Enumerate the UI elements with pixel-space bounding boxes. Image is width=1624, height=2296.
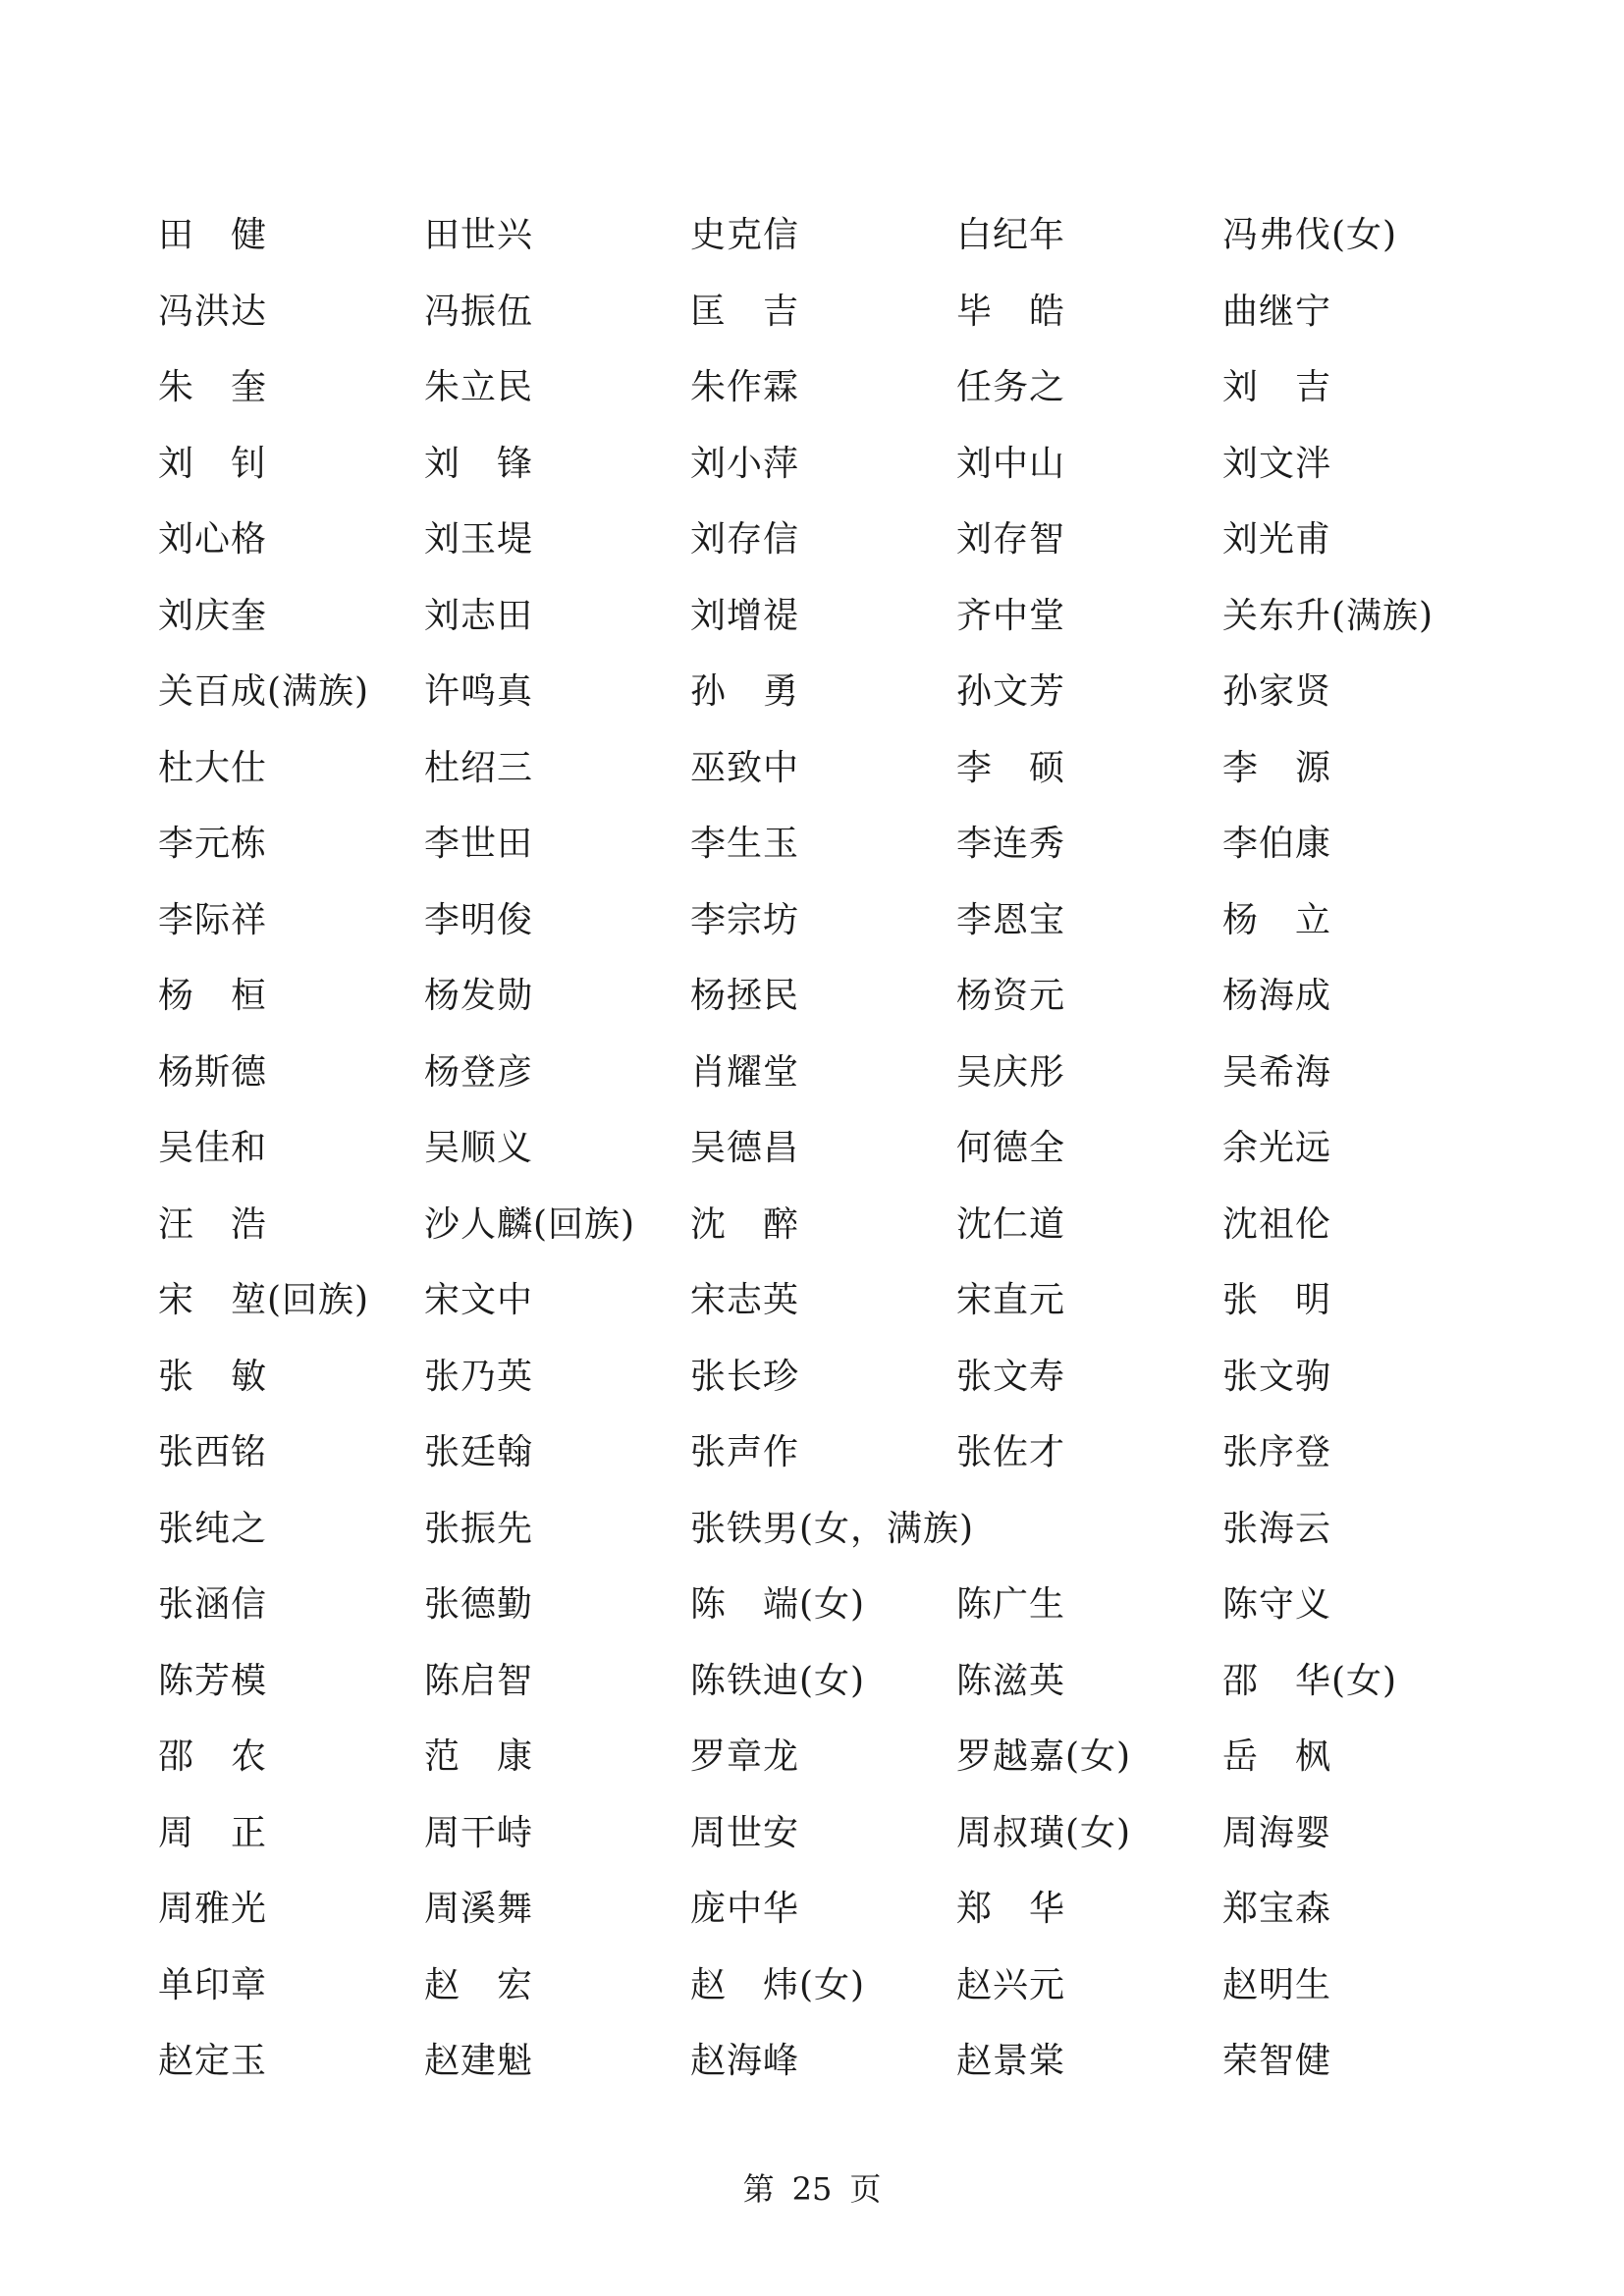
name-entry: 沙人麟(回族) — [424, 1203, 636, 1245]
name-entry: 张海云 — [1222, 1508, 1332, 1549]
name-row — [158, 1723, 1513, 1799]
page-suffix: 页 — [849, 2170, 882, 2208]
name-entry: 罗越嘉(女) — [956, 1736, 1132, 1777]
name-entry: 齐中堂 — [956, 595, 1066, 636]
name-entry: 曲继宁 — [1222, 291, 1332, 332]
name-entry: 朱作霖 — [690, 367, 800, 407]
name-entry: 周溪舞 — [424, 1889, 534, 1929]
name-entry: 郑 华 — [956, 1889, 1066, 1929]
name-entry: 赵建魁 — [424, 2041, 534, 2081]
name-entry: 张德勤 — [424, 1584, 534, 1625]
page-prefix: 第 — [742, 2170, 775, 2208]
name-entry: 冯洪达 — [158, 291, 268, 332]
name-entry: 张铁男(女，满族) — [690, 1508, 975, 1549]
name-entry: 刘小萍 — [690, 443, 800, 484]
name-entry: 余光远 — [1222, 1128, 1332, 1168]
name-entry: 李 硕 — [956, 747, 1066, 788]
name-entry: 沈 醉 — [690, 1203, 800, 1245]
name-entry: 田世兴 — [424, 215, 534, 255]
name-entry: 张振先 — [424, 1508, 534, 1549]
name-entry: 李生玉 — [690, 824, 800, 864]
name-entry: 沈仁道 — [956, 1203, 1066, 1245]
name-entry: 许鸣真 — [424, 671, 534, 712]
name-entry: 陈守义 — [1222, 1584, 1332, 1625]
name-row — [158, 201, 1513, 278]
name-entry: 刘 锋 — [424, 443, 534, 484]
name-entry: 毕 皓 — [956, 291, 1066, 332]
name-row — [158, 278, 1513, 354]
name-entry: 刘 吉 — [1222, 367, 1332, 407]
name-entry: 张佐才 — [956, 1432, 1066, 1472]
name-entry: 赵明生 — [1222, 1964, 1332, 2005]
name-entry: 杨拯民 — [690, 976, 800, 1016]
name-row — [158, 1418, 1513, 1495]
name-row — [158, 1951, 1513, 2028]
name-entry: 李宗坊 — [690, 899, 800, 940]
name-entry: 陈 端(女) — [690, 1584, 866, 1625]
name-entry: 李恩宝 — [956, 899, 1066, 940]
name-entry: 李际祥 — [158, 899, 268, 940]
name-entry: 关百成(满族) — [158, 671, 370, 712]
name-entry: 杨资元 — [956, 976, 1066, 1016]
name-entry: 杜绍三 — [424, 747, 534, 788]
name-entry: 孙文芳 — [956, 671, 1066, 712]
name-entry: 刘志田 — [424, 595, 534, 636]
name-entry: 单印章 — [158, 1964, 268, 2005]
name-row — [158, 2027, 1513, 2104]
name-entry: 赵海峰 — [690, 2041, 800, 2081]
name-list — [158, 201, 1513, 2104]
name-entry: 刘庆奎 — [158, 595, 268, 636]
name-entry: 杨发勋 — [424, 976, 534, 1016]
name-entry: 范 康 — [424, 1736, 534, 1777]
name-entry: 周干峙 — [424, 1812, 534, 1853]
name-entry: 陈铁迪(女) — [690, 1660, 866, 1701]
name-entry: 吴佳和 — [158, 1128, 268, 1168]
name-entry: 周世安 — [690, 1812, 800, 1853]
name-entry: 刘增禔 — [690, 595, 800, 636]
name-entry: 陈广生 — [956, 1584, 1066, 1625]
name-entry: 孙 勇 — [690, 671, 800, 712]
name-entry: 田 健 — [158, 215, 268, 255]
name-entry: 宋直元 — [956, 1280, 1066, 1320]
name-entry: 何德全 — [956, 1128, 1066, 1168]
name-entry: 吴顺义 — [424, 1128, 534, 1168]
name-entry: 白纪年 — [956, 215, 1066, 255]
name-entry: 刘心格 — [158, 519, 268, 560]
name-entry: 刘中山 — [956, 443, 1066, 484]
name-row — [158, 430, 1513, 507]
name-entry: 周 正 — [158, 1812, 268, 1853]
name-entry: 吴希海 — [1222, 1051, 1332, 1093]
name-entry: 杨 立 — [1222, 899, 1332, 940]
name-entry: 周海婴 — [1222, 1812, 1332, 1853]
name-row — [158, 1343, 1513, 1419]
name-row — [158, 1266, 1513, 1343]
name-entry: 郑宝森 — [1222, 1889, 1332, 1929]
page-number-footer — [0, 2164, 1624, 2214]
name-entry: 周雅光 — [158, 1889, 268, 1929]
name-entry: 沈祖伦 — [1222, 1203, 1332, 1245]
name-entry: 史克信 — [690, 215, 800, 255]
name-entry: 刘存智 — [956, 519, 1066, 560]
name-entry: 李明俊 — [424, 899, 534, 940]
name-entry: 冯弗伐(女) — [1222, 215, 1398, 255]
name-row — [158, 658, 1513, 734]
name-entry: 陈启智 — [424, 1660, 534, 1701]
name-entry: 肖耀堂 — [690, 1051, 800, 1093]
name-row — [158, 1647, 1513, 1724]
name-row — [158, 734, 1513, 811]
name-entry: 刘存信 — [690, 519, 800, 560]
name-entry: 李连秀 — [956, 824, 1066, 864]
name-entry: 李伯康 — [1222, 824, 1332, 864]
name-entry: 任务之 — [956, 367, 1066, 407]
name-row — [158, 1114, 1513, 1191]
name-entry: 宋 堃(回族) — [158, 1280, 370, 1320]
name-row — [158, 1571, 1513, 1647]
name-entry: 杨登彦 — [424, 1051, 534, 1093]
name-row — [158, 962, 1513, 1039]
name-entry: 赵定玉 — [158, 2041, 268, 2081]
name-entry: 刘光甫 — [1222, 519, 1332, 560]
name-row — [158, 506, 1513, 582]
name-entry: 朱立民 — [424, 367, 534, 407]
name-entry: 庞中华 — [690, 1889, 800, 1929]
name-entry: 陈芳模 — [158, 1660, 268, 1701]
name-row — [158, 886, 1513, 963]
name-entry: 张纯之 — [158, 1508, 268, 1549]
name-entry: 岳 枫 — [1222, 1736, 1332, 1777]
name-row — [158, 1799, 1513, 1876]
name-entry: 张 敏 — [158, 1356, 268, 1397]
name-entry: 杨斯德 — [158, 1051, 268, 1093]
name-entry: 刘 钊 — [158, 443, 268, 484]
name-entry: 刘文泮 — [1222, 443, 1332, 484]
name-entry: 张涵信 — [158, 1584, 268, 1625]
name-entry: 张声作 — [690, 1432, 800, 1472]
name-entry: 赵兴元 — [956, 1964, 1066, 2005]
name-entry: 吴庆彤 — [956, 1051, 1066, 1093]
name-entry: 匡 吉 — [690, 291, 800, 332]
name-entry: 李世田 — [424, 824, 534, 864]
name-row — [158, 810, 1513, 886]
name-entry: 刘玉堤 — [424, 519, 534, 560]
name-entry: 孙家贤 — [1222, 671, 1332, 712]
name-entry: 张 明 — [1222, 1280, 1332, 1320]
name-entry: 李元栋 — [158, 824, 268, 864]
name-entry: 邵 农 — [158, 1736, 268, 1777]
name-entry: 冯振伍 — [424, 291, 534, 332]
name-entry: 吴德昌 — [690, 1128, 800, 1168]
name-entry: 宋文中 — [424, 1280, 534, 1320]
name-entry: 杨海成 — [1222, 976, 1332, 1016]
name-row — [158, 1191, 1513, 1267]
name-entry: 陈滋英 — [956, 1660, 1066, 1701]
name-entry: 杨 桓 — [158, 976, 268, 1016]
name-entry: 张廷翰 — [424, 1432, 534, 1472]
name-entry: 张序登 — [1222, 1432, 1332, 1472]
name-entry: 朱 奎 — [158, 367, 268, 407]
name-row — [158, 1875, 1513, 1951]
name-entry: 李 源 — [1222, 747, 1332, 788]
name-entry: 赵 宏 — [424, 1964, 534, 2005]
page-number: 25 — [791, 2170, 833, 2208]
name-row — [158, 1039, 1513, 1115]
name-row — [158, 582, 1513, 659]
name-entry: 赵景棠 — [956, 2041, 1066, 2081]
name-entry: 宋志英 — [690, 1280, 800, 1320]
name-entry: 邵 华(女) — [1222, 1660, 1398, 1701]
name-entry: 张乃英 — [424, 1356, 534, 1397]
name-entry: 关东升(满族) — [1222, 595, 1435, 636]
name-entry: 荣智健 — [1222, 2041, 1332, 2081]
name-entry: 巫致中 — [690, 747, 800, 788]
name-entry: 汪 浩 — [158, 1203, 268, 1245]
name-entry: 张西铭 — [158, 1432, 268, 1472]
name-entry: 张长珍 — [690, 1356, 800, 1397]
name-entry: 周叔璜(女) — [956, 1812, 1132, 1853]
name-entry: 张文驹 — [1222, 1356, 1332, 1397]
name-entry: 张文寿 — [956, 1356, 1066, 1397]
name-entry: 杜大仕 — [158, 747, 268, 788]
name-row — [158, 353, 1513, 430]
name-entry: 赵 炜(女) — [690, 1964, 866, 2005]
name-row — [158, 1495, 1513, 1572]
name-entry: 罗章龙 — [690, 1736, 800, 1777]
